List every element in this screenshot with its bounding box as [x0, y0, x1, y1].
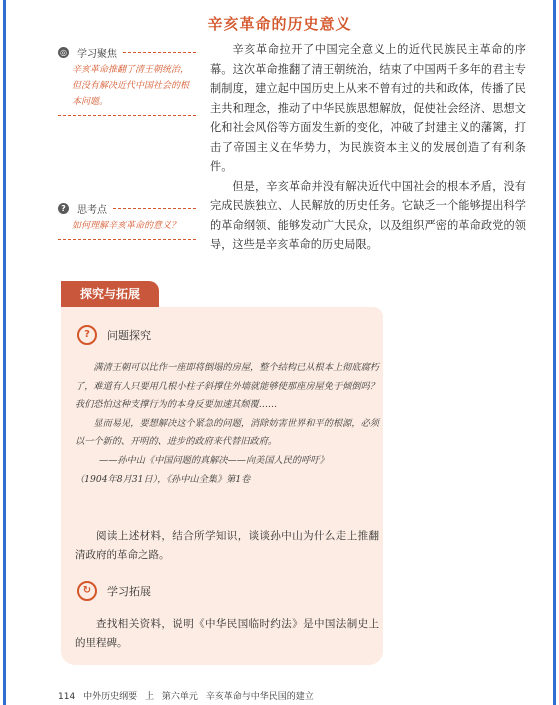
- question-mark-icon: ?: [58, 203, 69, 214]
- inquiry-task: [75, 527, 379, 565]
- extension-swirl-icon: ↻: [77, 581, 97, 601]
- inquiry-label: 问题探究: [107, 329, 151, 342]
- quote-source-date: （1904年8月31日），《孙中山全集》第1卷: [75, 473, 251, 485]
- quote-source: ——孙中山《中国问题的真解决——向美国人民的呼吁》: [99, 454, 329, 466]
- focus-target-icon: ◎: [58, 47, 69, 58]
- think-point-text: 如何理解辛亥革命的意义？: [72, 221, 181, 231]
- quote-paragraph: 显而易见，要想解决这个紧急的问题，消除妨害世界和平的根源，必须以一个新的、开明的、进步的政府来代替旧政府。: [75, 417, 379, 448]
- sidebar-study-focus: [58, 44, 196, 116]
- main-text: [210, 40, 526, 255]
- explore-section-tag: 探究与拓展: [61, 281, 159, 307]
- main-paragraph: 但是，辛亥革命并没有解决近代中国社会的根本矛盾，没有完成民族独立、人民解放的历史任务。它缺乏一个能够提出科学的革命纲领、能够发动广大民众，以及组织严密的革命政党的领导，这些是辛亥革命的历史局限。: [210, 179, 526, 251]
- think-point-header: [58, 200, 196, 216]
- volume-label: 上: [144, 692, 154, 702]
- unit-title: 辛亥革命与中华民国的建立: [205, 692, 314, 702]
- inquiry-bulb-icon: ?: [77, 325, 97, 345]
- dashed-divider: [58, 115, 196, 116]
- extension-header: [77, 581, 151, 601]
- section-title: 辛亥革命的历史意义: [207, 15, 352, 33]
- extension-label: 学习拓展: [107, 585, 151, 598]
- extension-task: [75, 615, 379, 653]
- sidebar-think-point: [58, 200, 196, 240]
- page-number: 114: [58, 692, 76, 702]
- inquiry-quote: [75, 359, 379, 489]
- unit-label: 第六单元: [161, 692, 198, 702]
- page-frame-left: [3, 0, 6, 705]
- page-frame-right: [553, 0, 556, 705]
- study-focus-header: [58, 44, 196, 60]
- dashed-divider: [113, 208, 196, 209]
- think-point-label: 思考点: [77, 204, 107, 216]
- dashed-divider: [58, 239, 196, 240]
- main-paragraph: 辛亥革命拉开了中国完全意义上的近代民族民主革命的序幕。这次革命推翻了清王朝统治，结束了中国两千多年的君主专制制度，建立起中国历史上从来不曾有过的共和政体，传播了民主共和理念，推动了中华民族思想解放，促使社会经济、思想文化和社会风俗等方面发生新的变化，冲破了封建主义的藩篱，打击了帝国主义在华势力，为民族资本主义的发展创造了有利条件。: [210, 43, 526, 173]
- study-focus-label: 学习聚焦: [77, 48, 117, 60]
- explore-box: [61, 307, 383, 665]
- extension-task-text: 查找相关资料，说明《中华民国临时约法》是中国法制史上的里程碑。: [75, 618, 379, 649]
- book-title: 中外历史纲要: [83, 692, 138, 702]
- dashed-divider: [123, 52, 196, 53]
- inquiry-header: [77, 325, 151, 345]
- quote-paragraph: 满清王朝可以比作一座即将倒塌的房屋，整个结构已从根本上彻底腐朽了，难道有人只要用几根小柱子斜撑住外墙就能够使那座房屋免于倾倒吗？我们恐怕这种支撑行为的本身反要加速其颓覆……: [75, 362, 379, 411]
- page-footer: [58, 689, 319, 702]
- inquiry-task-text: 阅读上述材料，结合所学知识，谈谈孙中山为什么走上推翻清政府的革命之路。: [75, 530, 379, 561]
- study-focus-text: 辛亥革命推翻了清王朝统治，但没有解决近代中国社会的根本问题。: [72, 65, 190, 107]
